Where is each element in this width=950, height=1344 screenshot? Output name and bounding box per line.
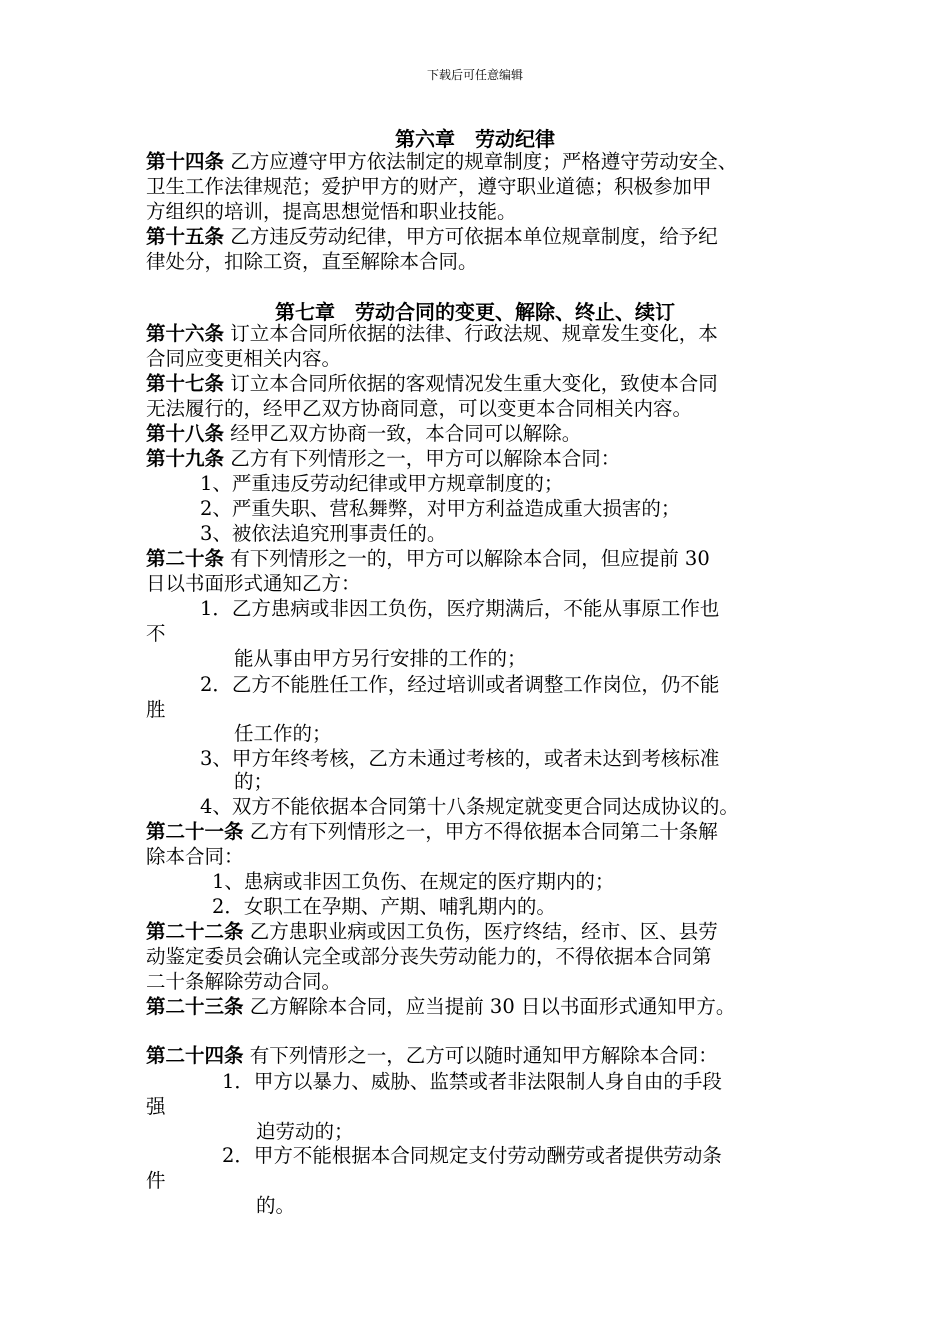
article-24-label: 第二十四条 <box>146 1044 244 1067</box>
article-20-item-3b: 的； <box>234 770 274 793</box>
article-19-item-2: 2、严重失职、营私舞弊，对甲方利益造成重大损害的； <box>200 497 681 520</box>
article-20-item-2c: 任工作的； <box>234 722 332 745</box>
article-22-line-2: 动鉴定委员会确认完全或部分丧失劳动能力的，不得依据本合同第 <box>146 945 712 968</box>
article-15-line-1: 第十五条 乙方违反劳动纪律，甲方可依据本单位规章制度，给予纪 <box>146 225 718 248</box>
article-20-item-1b: 不 <box>146 622 166 645</box>
article-24-item-2c: 的。 <box>256 1194 296 1217</box>
article-22-label: 第二十二条 <box>146 920 244 943</box>
article-21-item-2: 2．女职工在孕期、产期、哺乳期内的。 <box>212 895 556 918</box>
article-17-line-2: 无法履行的，经甲乙双方协商同意，可以变更本合同相关内容。 <box>146 397 693 420</box>
article-14-line-2: 卫生工作法律规范；爱护甲方的财产，遵守职业道德；积极参加甲 <box>146 175 712 198</box>
article-24-item-1b: 强 <box>146 1095 166 1118</box>
article-21-line-1: 第二十一条 乙方有下列情形之一，甲方不得依据本合同第二十条解 <box>146 820 718 843</box>
article-24-item-2b: 件 <box>146 1169 166 1192</box>
article-20-item-1a: 1．乙方患病或非因工负伤，医疗期满后，不能从事原工作也 <box>200 597 720 620</box>
article-21-label: 第二十一条 <box>146 820 244 843</box>
article-24-item-1c: 迫劳动的； <box>256 1120 354 1143</box>
article-21-line-2: 除本合同： <box>146 845 244 868</box>
chapter-7-title: 第七章 劳动合同的变更、解除、终止、续订 <box>275 300 675 324</box>
article-14-line-1: 第十四条 乙方应遵守甲方依法制定的规章制度；严格遵守劳动安全、 <box>146 150 738 173</box>
article-22-line-3: 二十条解除劳动合同。 <box>146 970 342 993</box>
article-20-line-2: 日以书面形式通知乙方： <box>146 572 361 595</box>
article-18-label: 第十八条 <box>146 422 225 445</box>
article-19-label: 第十九条 <box>146 447 225 470</box>
article-20-item-2b: 胜 <box>146 698 166 721</box>
article-14-label: 第十四条 <box>146 150 225 173</box>
article-20-label: 第二十条 <box>146 547 225 570</box>
article-20-item-4: 4、双方不能依据本合同第十八条规定就变更合同达成协议的。 <box>200 795 739 818</box>
article-15-line-2: 律处分，扣除工资，直至解除本合同。 <box>146 250 478 273</box>
article-24-line-1: 第二十四条 有下列情形之一，乙方可以随时通知甲方解除本合同： <box>146 1044 718 1067</box>
article-18-line-1: 第十八条 经甲乙双方协商一致，本合同可以解除。 <box>146 422 582 445</box>
chapter-6-title: 第六章 劳动纪律 <box>395 127 555 151</box>
article-24-item-2a: 2．甲方不能根据本合同规定支付劳动酬劳或者提供劳动条 <box>222 1144 722 1167</box>
article-15-label: 第十五条 <box>146 225 225 248</box>
article-17-label: 第十七条 <box>146 372 225 395</box>
article-24-item-1a: 1．甲方以暴力、威胁、监禁或者非法限制人身自由的手段 <box>222 1070 722 1093</box>
article-23-line-1: 第二十三条 乙方解除本合同，应当提前 30 日以书面形式通知甲方。 <box>146 995 736 1018</box>
article-19-line-1: 第十九条 乙方有下列情形之一，甲方可以解除本合同： <box>146 447 621 470</box>
article-20-item-3a: 3、甲方年终考核，乙方未通过考核的，或者未达到考核标准 <box>200 747 720 770</box>
article-16-line-1: 第十六条 订立本合同所依据的法律、行政法规、规章发生变化，本 <box>146 322 718 345</box>
article-16-label: 第十六条 <box>146 322 225 345</box>
article-20-item-1c: 能从事由甲方另行安排的工作的； <box>234 647 527 670</box>
article-14-line-3: 方组织的培训，提高思想觉悟和职业技能。 <box>146 200 517 223</box>
page-header: 下载后可任意编辑 <box>426 68 523 82</box>
article-16-line-2: 合同应变更相关内容。 <box>146 347 342 370</box>
article-22-line-1: 第二十二条 乙方患职业病或因工负伤，医疗终结，经市、区、县劳 <box>146 920 718 943</box>
article-19-item-1: 1、严重违反劳动纪律或甲方规章制度的； <box>200 472 564 495</box>
article-20-line-1: 第二十条 有下列情形之一的，甲方可以解除本合同，但应提前 30 <box>146 547 710 570</box>
article-17-line-1: 第十七条 订立本合同所依据的客观情况发生重大变化，致使本合同 <box>146 372 718 395</box>
article-21-item-1: 1、患病或非因工负伤、在规定的医疗期内的； <box>212 870 615 893</box>
article-20-item-2a: 2．乙方不能胜任工作，经过培训或者调整工作岗位，仍不能 <box>200 673 720 696</box>
article-23-label: 第二十三条 <box>146 995 244 1018</box>
article-19-item-3: 3、被依法追究刑事责任的。 <box>200 522 447 545</box>
